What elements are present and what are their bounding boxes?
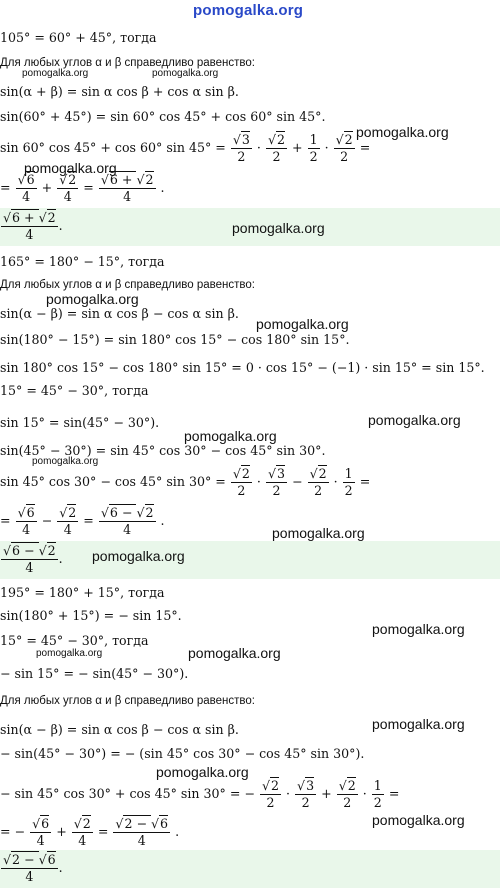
line-sin105-expansion: sin(60° + 45°) = sin 60° cos 45° + cos 60° sin 45°. — [0, 109, 326, 124]
watermark: pomogalka.org — [372, 621, 465, 637]
watermark: pomogalka.org — [356, 124, 449, 140]
line-sin15-expansion: sin(45° − 30°) = sin 45° cos 30° − cos 45° sin 30°. — [0, 443, 326, 458]
line-sin15-simplify: = √ $\frac{6}{4}$ − √ $\frac{2}{4}$ = √ $\frac{6 - √ 2}{4}$ . — [0, 505, 165, 538]
watermark: pomogalka.org — [188, 645, 281, 661]
answer-band-3 — [0, 850, 500, 888]
watermark: pomogalka.org — [232, 220, 325, 236]
watermark: pomogalka.org — [368, 412, 461, 428]
watermark: pomogalka.org — [32, 456, 99, 467]
line-165-decomposition: 165° = 180° − 15°, тогда — [0, 254, 165, 269]
difference-identity-2: sin(α − β) = sin α cos β − cos α sin β. — [0, 722, 239, 737]
sum-identity: sin(α + β) = sin α cos β + cos α sin β. — [0, 84, 239, 99]
identity-intro-1: Для любых углов α и β справедливо равенство: — [0, 57, 255, 69]
line-neg-sin15-rewrite: − sin 15° = − sin(45° − 30°). — [0, 666, 189, 681]
line-195-decomposition: 195° = 180° + 15°, тогда — [0, 585, 165, 600]
line-sin105-evaluation: sin 60° cos 45° + cos 60° sin 45° = √ $\frac{3}{2}$ · √ $\frac{2}{2}$ + $\frac{1}{2}$ · √ $\frac{2}{2}$ = — [0, 132, 370, 165]
line-sin105-simplify: = √ $\frac{6}{4}$ + √ $\frac{2}{4}$ = √ $\frac{6 + √ 2}{4}$ . — [0, 172, 165, 205]
line-sin195-simplify: = − √ $\frac{6}{4}$ + √ $\frac{2}{4}$ = √ $\frac{2 - √ 6}{4}$ . — [0, 816, 179, 849]
watermark: pomogalka.org — [152, 68, 219, 79]
line-neg-sin15-expansion: − sin(45° − 30°) = − (sin 45° cos 30° − cos 45° sin 30°). — [0, 746, 365, 761]
answer-sin165: √ $\frac{6 - √ 2}{4}$ . — [0, 543, 63, 576]
line-105-decomposition: 105° = 60° + 45°, тогда — [0, 30, 157, 45]
answer-band-2 — [0, 541, 500, 579]
watermark: pomogalka.org — [24, 160, 117, 176]
line-sin15-rewrite: sin 15° = sin(45° − 30°). — [0, 415, 160, 430]
line-sin165-evaluation: sin 180° cos 15° − cos 180° sin 15° = 0 · cos 15° − (−1) · sin 15° = sin 15°. — [0, 360, 485, 375]
identity-intro-2: Для любых углов α и β справедливо равенство: — [0, 279, 255, 291]
watermark: pomogalka.org — [46, 291, 139, 307]
watermark: pomogalka.org — [184, 428, 277, 444]
answer-sin195: √ $\frac{2 - √ 6}{4}$ . — [0, 852, 63, 885]
watermark: pomogalka.org — [372, 716, 465, 732]
watermark: pomogalka.org — [22, 68, 89, 79]
identity-intro-3: Для любых углов α и β справедливо равенство: — [0, 695, 255, 707]
watermark: pomogalka.org — [256, 316, 349, 332]
line-sin195-evaluation: − sin 45° cos 30° + cos 45° sin 30° = − √ $\frac{2}{2}$ · √ $\frac{3}{2}$ + √ $\frac{2}{2}$ · $\frac{1}{2}$ = — [0, 778, 399, 811]
answer-sin105: √ $\frac{6 + √ 2}{4}$ . — [0, 210, 63, 243]
watermark: pomogalka.org — [372, 812, 465, 828]
site-watermark-top[interactable]: pomogalka.org — [193, 2, 304, 19]
line-sin195-reduction: sin(180° + 15°) = − sin 15°. — [0, 608, 182, 623]
line-sin165-expansion: sin(180° − 15°) = sin 180° cos 15° − cos 180° sin 15°. — [0, 332, 350, 347]
watermark: pomogalka.org — [156, 764, 249, 780]
difference-identity-1: sin(α − β) = sin α cos β − cos α sin β. — [0, 306, 239, 321]
watermark: pomogalka.org — [92, 548, 185, 564]
watermark: pomogalka.org — [36, 648, 103, 659]
line-sin15-evaluation: sin 45° cos 30° − cos 45° sin 30° = √ $\frac{2}{2}$ · √ $\frac{3}{2}$ − √ $\frac{2}{2}$ · $\frac{1}{2}$ = — [0, 466, 370, 499]
watermark: pomogalka.org — [272, 525, 365, 541]
line-15-decomposition: 15° = 45° − 30°, тогда — [0, 383, 149, 398]
line-15-decomposition-2: 15° = 45° − 30°, тогда — [0, 633, 149, 648]
